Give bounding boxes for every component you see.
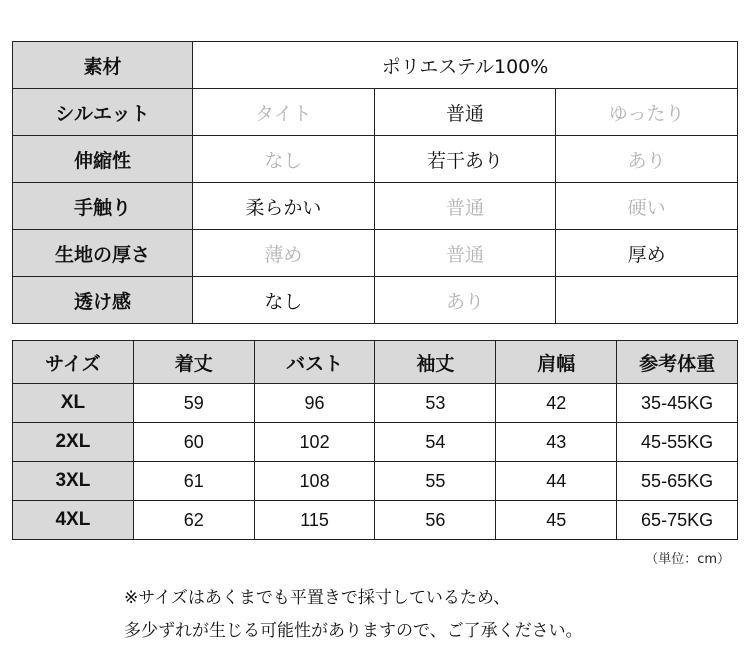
table-cell: 55 (375, 462, 496, 501)
table-cell: 45-55KG (617, 423, 738, 462)
thickness-option: 厚め (556, 230, 738, 277)
silhouette-option: 普通 (374, 89, 556, 136)
stretch-option: なし (193, 136, 375, 183)
column-header: サイズ (13, 341, 134, 384)
table-cell: 59 (133, 384, 254, 423)
table-cell: 102 (254, 423, 375, 462)
stretch-option: 若干あり (374, 136, 556, 183)
sheerness-row (13, 277, 738, 324)
size-label: XL (13, 384, 134, 423)
table-cell: 60 (133, 423, 254, 462)
table-row (13, 462, 738, 501)
column-header: 袖丈 (375, 341, 496, 384)
table-cell: 43 (496, 423, 617, 462)
material-row-label: 素材 (13, 42, 193, 89)
column-header: 着丈 (133, 341, 254, 384)
table-row (13, 384, 738, 423)
texture-option: 普通 (374, 183, 556, 230)
table-cell: 115 (254, 501, 375, 540)
silhouette-row (13, 89, 738, 136)
material-row (13, 42, 738, 89)
silhouette-row-label: シルエット (13, 89, 193, 136)
silhouette-option: ゆったり (556, 89, 738, 136)
sheerness-option (556, 277, 738, 324)
table-cell: 42 (496, 384, 617, 423)
table-cell: 61 (133, 462, 254, 501)
column-header: 肩幅 (496, 341, 617, 384)
table-cell: 45 (496, 501, 617, 540)
stretch-option: あり (556, 136, 738, 183)
column-header: バスト (254, 341, 375, 384)
table-cell: 54 (375, 423, 496, 462)
unit-note: （単位：cm） (645, 552, 730, 567)
texture-option: 硬い (556, 183, 738, 230)
stretch-row-label: 伸縮性 (13, 136, 193, 183)
table-cell: 35-45KG (617, 384, 738, 423)
measurement-note: 多少ずれが生じる可能性がありますので、ご了承ください。 (124, 621, 583, 641)
table-cell: 56 (375, 501, 496, 540)
table-cell: 96 (254, 384, 375, 423)
texture-row-label: 手触り (13, 183, 193, 230)
table-cell: 53 (375, 384, 496, 423)
stretch-row (13, 136, 738, 183)
texture-option: 柔らかい (193, 183, 375, 230)
table-row (13, 501, 738, 540)
size-label: 3XL (13, 462, 134, 501)
table-cell: 62 (133, 501, 254, 540)
texture-row (13, 183, 738, 230)
thickness-row (13, 230, 738, 277)
silhouette-option: タイト (193, 89, 375, 136)
material-value: ポリエステル100% (193, 42, 738, 89)
material-table (12, 41, 738, 324)
table-cell: 44 (496, 462, 617, 501)
size-table (12, 340, 738, 540)
thickness-option: 普通 (374, 230, 556, 277)
thickness-row-label: 生地の厚さ (13, 230, 193, 277)
table-cell: 108 (254, 462, 375, 501)
table-cell: 55-65KG (617, 462, 738, 501)
table-row (13, 423, 738, 462)
size-label: 2XL (13, 423, 134, 462)
sheerness-option: なし (193, 277, 375, 324)
thickness-option: 薄め (193, 230, 375, 277)
measurement-note: ※サイズはあくまでも平置きで採寸しているため、 (124, 588, 511, 608)
table-cell: 65-75KG (617, 501, 738, 540)
sheerness-option: あり (374, 277, 556, 324)
size-table-header (13, 341, 738, 384)
column-header: 参考体重 (617, 341, 738, 384)
sheerness-row-label: 透け感 (13, 277, 193, 324)
size-label: 4XL (13, 501, 134, 540)
